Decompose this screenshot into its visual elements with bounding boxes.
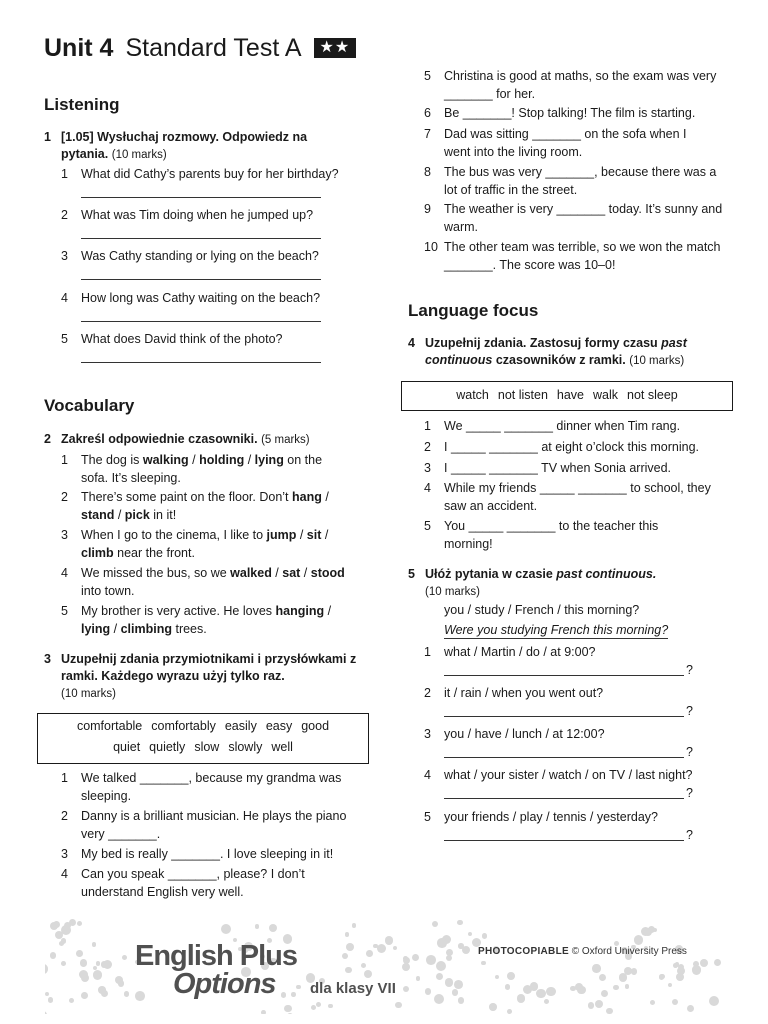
question-prompt (424, 684, 714, 717)
pattern-dot (53, 921, 60, 928)
question-number: 1 (61, 167, 68, 181)
item-number: 5 (424, 810, 431, 824)
pattern-dot (523, 985, 533, 995)
box-word: slowly (228, 740, 263, 754)
pattern-dot (445, 978, 454, 987)
item-number: 5 (424, 69, 431, 83)
sentence-text: The bus was very _______, because there was a lot of traffic in the street. (444, 165, 717, 197)
pattern-dot (135, 991, 145, 1001)
question-prompt (424, 725, 714, 758)
pattern-dot (77, 921, 82, 926)
sentence-item (61, 865, 331, 901)
box-word: well (271, 740, 293, 754)
pattern-dot (546, 987, 555, 996)
box-word: comfortable (76, 719, 143, 733)
option-word[interactable]: jump (266, 528, 297, 542)
pattern-dot (672, 999, 678, 1005)
exercise-1-instruction (44, 129, 344, 164)
sentence-text: Be _______! Stop talking! The film is starting. (444, 106, 696, 120)
pattern-dot (93, 966, 97, 970)
pattern-dot (80, 959, 88, 967)
listening-heading: Listening (44, 95, 120, 114)
example-prompt: you / study / French / this morning? (444, 603, 640, 617)
sentence-text: The weather is very _______ today. It’s sunny and warm. (444, 202, 723, 234)
option-word[interactable]: pick (124, 508, 150, 522)
pattern-dot (606, 1008, 613, 1014)
sentence-text: Dad was sitting _______ on the sofa when I went into the living room. (444, 127, 687, 159)
sentence-item (424, 238, 724, 274)
pattern-dot (93, 970, 103, 980)
exercise-4-instruction: 4 Uzupełnij zdania. Zastosuj formy czasu past continuous czasowników z ramki. (10 marks) (408, 336, 687, 367)
pattern-dot (412, 954, 419, 961)
pattern-dot (50, 952, 56, 958)
pattern-dot (599, 974, 606, 981)
photocopiable-label: PHOTOCOPIABLE (478, 946, 569, 957)
answer-line[interactable] (444, 826, 684, 841)
pattern-dot (425, 988, 431, 994)
pattern-dot (570, 986, 576, 992)
item-number: 2 (61, 490, 68, 504)
grammar-item (424, 438, 724, 456)
pattern-dot (45, 964, 48, 973)
question-number: 2 (61, 208, 68, 222)
prompt-text: you / have / lunch / at 12:00? (444, 727, 605, 741)
pattern-dot (592, 964, 600, 972)
pattern-dot (311, 1005, 316, 1010)
pattern-dot (45, 992, 49, 996)
pattern-dot (601, 990, 608, 997)
question-number: 3 (61, 249, 68, 263)
grammar-item (424, 517, 694, 553)
pattern-dot (437, 938, 446, 947)
pattern-dot (436, 973, 443, 980)
item-number: 1 (424, 645, 431, 659)
pattern-dot (458, 997, 465, 1004)
exercise-2-instruction (44, 431, 344, 449)
pattern-dot (364, 970, 372, 978)
pattern-dot (261, 1010, 266, 1014)
answer-line[interactable] (81, 224, 321, 239)
test-name: Standard Test A (125, 34, 302, 62)
question-number: 5 (61, 332, 68, 346)
pattern-dot (436, 961, 446, 971)
pattern-dot (122, 955, 127, 960)
option-word[interactable]: holding (199, 453, 245, 467)
question-prompt (424, 766, 714, 799)
marks: (10 marks) (425, 586, 480, 598)
option-word[interactable]: stood (310, 566, 345, 580)
pattern-dot (468, 932, 472, 936)
pattern-dot (709, 996, 719, 1006)
exercise-3-instruction (44, 651, 364, 703)
pattern-dot (101, 990, 108, 997)
pattern-dot (687, 1005, 694, 1012)
question-mark: ? (686, 745, 693, 759)
pattern-dot (403, 986, 409, 992)
answer-line[interactable] (81, 307, 321, 322)
option-word[interactable]: sat (282, 566, 301, 580)
answer-line[interactable] (444, 661, 684, 676)
box-word: not listen (497, 388, 548, 402)
option-word[interactable]: sit (306, 528, 322, 542)
sentence-item (424, 104, 724, 122)
prompt-text: it / rain / when you went out? (444, 686, 604, 700)
answer-line[interactable] (444, 784, 684, 799)
question-prompt (424, 643, 714, 676)
footer-banner (45, 918, 723, 1014)
box-word: quiet (113, 740, 141, 754)
option-word[interactable]: walking (142, 453, 189, 467)
pattern-dot (462, 946, 470, 954)
sentence-item (61, 845, 361, 863)
prompt-text: your friends / play / tennis / yesterday? (444, 810, 658, 824)
marks: (5 marks) (261, 434, 310, 446)
marks: (10 marks) (61, 688, 116, 700)
pattern-dot (446, 949, 453, 956)
prompt-text: what / your sister / watch / on TV / last night? (444, 768, 693, 782)
sentence-item (424, 125, 714, 161)
pattern-dot (345, 967, 351, 973)
pattern-dot (434, 994, 444, 1004)
pattern-dot (653, 928, 657, 932)
question-text: What did Cathy’s parents buy for her birthday? (81, 167, 339, 181)
question-mark: ? (686, 786, 693, 800)
pattern-dot (676, 973, 684, 981)
box-word: good (301, 719, 330, 733)
example-answer: Were you studying French this morning? (444, 623, 669, 637)
pattern-dot (76, 950, 83, 957)
question-mark: ? (686, 663, 693, 677)
item-number: 5 (424, 519, 431, 533)
sentence-text: I _____ _______ at eight o’clock this morning. (444, 440, 700, 454)
word-box (37, 713, 369, 764)
brand-level: dla klasy VII (310, 980, 396, 997)
exercise-number: 4 (408, 336, 415, 350)
grammar-item (424, 479, 729, 515)
item-number: 1 (61, 771, 68, 785)
option-word[interactable]: lying (81, 622, 111, 636)
prompt-text: what / Martin / do / at 9:00? (444, 645, 596, 659)
word-box-row (38, 737, 368, 758)
vocab-item: 4 We missed the bus, so we walked / sat / stood into town. (61, 566, 345, 598)
box-word: quietly (149, 740, 186, 754)
pattern-dot (650, 1000, 655, 1005)
item-number: 8 (424, 165, 431, 179)
sentence-text: I _____ _______ TV when Sonia arrived. (444, 461, 672, 475)
pattern-dot (588, 1002, 595, 1009)
grammar-item (424, 459, 724, 477)
pattern-dot (454, 980, 463, 989)
box-word: easy (265, 719, 293, 733)
exercise-number: 5 (408, 567, 415, 581)
pattern-dot (536, 989, 546, 999)
page-title (44, 33, 356, 63)
unit-label: Unit 4 (44, 34, 114, 62)
pattern-dot (714, 959, 721, 966)
sentence-item (424, 67, 724, 103)
item-number: 4 (424, 768, 431, 782)
pattern-dot (544, 999, 549, 1004)
question-text: What was Tim doing when he jumped up? (81, 208, 314, 222)
sentence-text: We talked _______, because my grandma was sleeping. (81, 771, 342, 803)
pattern-dot (481, 961, 486, 966)
vocab-item: 5 My brother is very active. He loves hanging / lying / climbing trees. (61, 604, 332, 636)
box-word: have (556, 388, 585, 402)
pattern-dot (385, 936, 393, 944)
pattern-dot (291, 992, 296, 997)
question-text: What does David think of the photo? (81, 332, 283, 346)
vocab-item: 3 When I go to the cinema, I like to jump / sit / climb near the front. (61, 528, 329, 560)
sentence-text: We _____ _______ dinner when Tim rang. (444, 419, 681, 433)
pattern-dot (352, 923, 357, 928)
pattern-dot (395, 1002, 402, 1009)
pattern-dot (61, 961, 66, 966)
item-number: 6 (424, 106, 431, 120)
box-word: comfortably (151, 719, 216, 733)
sentence-text: Can you speak _______, please? I don’t understand English very well. (81, 867, 305, 899)
instruction-text: [1.05] Wysłuchaj rozmowy. Odpowiedz na pytania. (61, 130, 308, 161)
item-number: 4 (424, 481, 431, 495)
pattern-dot (366, 950, 373, 957)
sentence-item (61, 807, 361, 843)
pattern-dot (644, 928, 652, 936)
pattern-dot (505, 984, 511, 990)
marks: (10 marks) (629, 355, 685, 367)
item-number: 4 (61, 867, 68, 881)
question-mark: ? (686, 828, 693, 842)
item-number: 7 (424, 127, 431, 141)
item-number: 10 (424, 240, 438, 254)
pattern-dot (345, 932, 349, 936)
box-word: walk (593, 388, 619, 402)
pattern-dot (595, 1000, 603, 1008)
option-word[interactable]: lying (254, 453, 284, 467)
pattern-dot (124, 991, 130, 997)
pattern-dot (489, 1003, 497, 1011)
sentence-text: You _____ _______ to the teacher this morning! (444, 519, 659, 551)
pattern-dot (281, 992, 286, 997)
box-word: not sleep (627, 388, 678, 402)
sentence-item (424, 163, 724, 199)
pattern-dot (393, 946, 397, 950)
exercise-number: 2 (44, 432, 51, 446)
answer-line[interactable] (81, 183, 321, 198)
pattern-dot (426, 955, 436, 965)
item-number: 5 (61, 604, 68, 618)
pattern-dot (613, 985, 619, 991)
question-mark: ? (686, 704, 693, 718)
pattern-dot (624, 967, 632, 975)
box-word: watch (456, 388, 489, 402)
option-word[interactable]: hang (292, 490, 322, 504)
pattern-dot (432, 921, 438, 927)
pattern-dot (634, 935, 643, 944)
pattern-dot (316, 1002, 321, 1007)
exercise-number: 3 (44, 652, 51, 666)
difficulty-stars: ★★ (314, 38, 357, 58)
option-word[interactable]: stand (81, 508, 115, 522)
exercise-number: 1 (44, 130, 51, 144)
pattern-dot (625, 984, 629, 988)
listening-question (61, 330, 346, 363)
item-number: 4 (61, 566, 68, 580)
question-number: 4 (61, 291, 68, 305)
pattern-dot (328, 1004, 332, 1008)
pattern-dot (507, 972, 515, 980)
pattern-dot (48, 997, 53, 1002)
pattern-dot (284, 1005, 292, 1013)
question-prompt (424, 808, 714, 841)
option-word[interactable]: climb (81, 546, 114, 560)
sentence-text: Christina is good at maths, so the exam was very _______ for her. (444, 69, 717, 101)
pattern-dot (452, 989, 459, 996)
item-number: 3 (424, 461, 431, 475)
pattern-dot (482, 933, 487, 938)
pattern-dot (402, 963, 410, 971)
pattern-dot (342, 953, 348, 959)
publisher: © Oxford University Press (571, 946, 687, 957)
marks: (10 marks) (111, 149, 167, 161)
sentence-text: Danny is a brilliant musician. He plays the piano very _______. (81, 809, 347, 841)
sentence-text: While my friends _____ _______ to school, they saw an accident. (444, 481, 711, 513)
brand-title: English Plus (135, 940, 298, 972)
item-number: 3 (61, 528, 68, 542)
pattern-dot (296, 985, 301, 990)
listening-question (61, 206, 346, 239)
item-number: 3 (61, 847, 68, 861)
instruction-text: Zakreśl odpowiednie czasowniki. (61, 432, 258, 446)
grammar-item (424, 417, 724, 435)
verb-box (401, 381, 733, 411)
pattern-dot (92, 942, 96, 946)
word-box-row (38, 716, 368, 737)
brand-subtitle: Options (173, 968, 276, 1000)
pattern-dot (221, 924, 231, 934)
box-word: easily (224, 719, 257, 733)
option-word[interactable]: hanging (275, 604, 325, 618)
item-number: 2 (424, 686, 431, 700)
answer-line[interactable] (81, 265, 321, 280)
sentence-text: My bed is really _______. I love sleeping in it! (81, 847, 334, 861)
pattern-dot (673, 963, 678, 968)
pattern-dot (668, 983, 672, 987)
exercise-5-instruction: 5 Ułóż pytania w czasie past continuous. (10 marks) (408, 567, 657, 598)
listening-question (61, 165, 346, 198)
pattern-dot (255, 924, 260, 929)
pattern-dot (692, 965, 702, 975)
pattern-dot (81, 992, 88, 999)
pattern-dot (346, 943, 354, 951)
answer-line[interactable] (81, 348, 321, 363)
pattern-dot (269, 924, 277, 932)
pattern-dot (457, 920, 462, 925)
vocab-item: 1 The dog is walking / holding / lying on the sofa. It’s sleeping. (61, 453, 323, 485)
item-number: 2 (61, 809, 68, 823)
option-word[interactable]: climbing (120, 622, 172, 636)
item-number: 1 (61, 453, 68, 467)
instruction-text: Uzupełnij zdania przymiotnikami i przysłówkami z ramki. Każdego wyrazu użyj tylko raz. (61, 652, 357, 683)
pattern-dot (69, 998, 74, 1003)
sentence-item (61, 769, 356, 805)
item-number: 2 (424, 440, 431, 454)
pattern-dot (96, 961, 100, 965)
option-word[interactable]: walked (230, 566, 272, 580)
pattern-dot (517, 994, 525, 1002)
vocabulary-heading: Vocabulary (44, 396, 135, 415)
listening-question (61, 289, 346, 322)
item-number: 3 (424, 727, 431, 741)
pattern-dot (361, 963, 366, 968)
item-number: 9 (424, 202, 431, 216)
pattern-dot (660, 974, 665, 979)
pattern-dot (45, 1011, 47, 1014)
copyright-notice (478, 946, 687, 957)
sentence-text: The other team was terrible, so we won the match _______. The score was 10–0! (444, 240, 721, 272)
pattern-dot (416, 976, 420, 980)
vocab-item: 2 There’s some paint on the floor. Don’t hang / stand / pick in it! (61, 490, 329, 522)
question-text: How long was Cathy waiting on the beach? (81, 291, 321, 305)
answer-line[interactable] (444, 743, 684, 758)
answer-line[interactable] (444, 702, 684, 717)
question-text: Was Cathy standing or lying on the beach? (81, 249, 319, 263)
pattern-dot (700, 959, 708, 967)
box-word: slow (194, 740, 220, 754)
pattern-dot (377, 944, 386, 953)
language-focus-heading: Language focus (408, 301, 539, 320)
item-number: 1 (424, 419, 431, 433)
listening-question (61, 247, 346, 280)
sentence-item (424, 200, 724, 236)
pattern-dot (287, 1013, 293, 1014)
pattern-dot (495, 975, 500, 980)
